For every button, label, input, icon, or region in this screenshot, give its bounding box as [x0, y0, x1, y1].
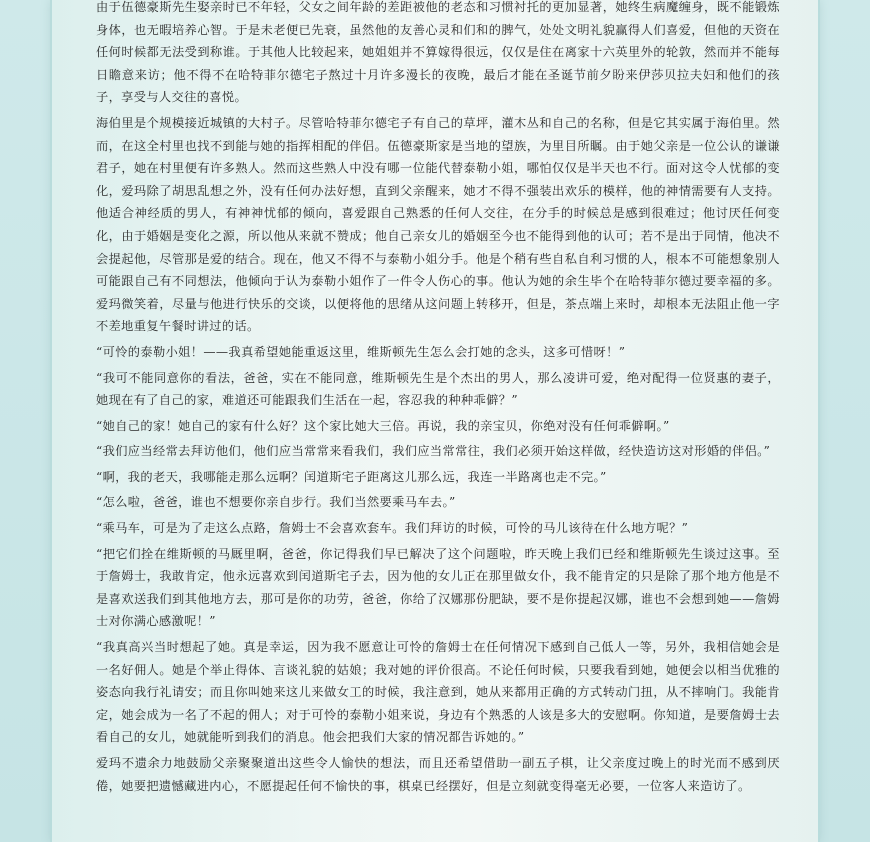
paragraph: 爱玛不遗余力地鼓励父亲聚聚道出这些令人愉快的想法，而且还希望借助一副五子棋，让父亲度过晚上的时光而不感到厌倦，她要把遗憾藏进内心，不愿提起任何不愉快的事，棋桌已经摆好，但是立刻就变得毫无必要，一位客人来造访了。	[96, 756, 780, 793]
paragraph: “她自己的家！她自己的家有什么好？这个家比她大三倍。再说，我的亲宝贝，你绝对没有任何乖僻啊。”	[96, 418, 670, 433]
document-text	[96, 0, 780, 800]
paragraph: 海伯里是个规模接近城镇的大村子。尽管哈特菲尔德宅子有自己的草坪，灌木丛和自己的名称，但是它其实属于海伯里。然而，在这全村里也找不到能与她的指挥相配的伴侣。伍德豪斯家是当地的望族，为里目所瞩。由于她父亲是一位公认的谦谦君子，她在村里便有许多熟人。然而这些熟人中没有哪一位能代替泰勒小姐，哪怕仅仅是半天也不行。面对这令人忧郁的变化，爱玛除了胡思乱想之外，没有任何办法好想，直到父亲醒来，她才不得不强装出欢乐的模样，他的神情需要有人支持。他适合神经质的男人，有神神忧郁的倾向，喜爱跟自己熟悉的任何人交往，在分手的时候总是感到很难过；他讨厌任何变化，由于婚姻是变化之源，所以他从来就不赞成；他自己亲女儿的婚姻至今也不能得到他的认可；若不是出于同情，他决不会提起他，尽管那是爱的结合。现在，他又不得不与泰勒小姐分手。他是个稍有些自私自利习惯的人，根本不可能想象别人可能跟自己有不同想法，他倾向于认为泰勒小姐作了一件令人伤心的事。他认为她的余生毕个在哈特菲尔德过要幸福的多。爱玛微笑着，尽量与他进行快乐的交谈，以便将他的思绪从这问题上转移开，但是，茶点端上来时，却根本无法阻止他一字不差地重复午餐时讲过的话。	[96, 115, 780, 334]
paragraph: “我可不能同意你的看法，爸爸，实在不能同意，维斯顿先生是个杰出的男人，那么凌讲可爱，绝对配得一位贤惠的妻子，她现在有了自己的家，难道还可能跟我们生活在一起，容忍我的种种乖僻？”	[96, 370, 780, 408]
paragraph: “我们应当经常去拜访他们，他们应当常常来看我们，我们应当常常往，我们必须开始这样做，经快造访这对形婚的伴侣。”	[96, 444, 771, 459]
paragraph: “怎么啦，爸爸，谁也不想要你亲自步行。我们当然要乘马车去。”	[96, 495, 456, 510]
paragraph: “啊，我的老天，我哪能走那么远啊？闰道斯宅子距离这儿那么远，我连一半路离也走不完。”	[96, 469, 607, 484]
paragraph: 由于伍德豪斯先生娶亲时已不年轻，父女之间年龄的差距被他的老态和习惯衬托的更加显著，她终生病魔缠身，既不能锻炼身体，也无暇培养心智。于是未老便已先衰，虽然他的友善心灵和们和的脾气，处处文明礼貌赢得人们喜爱，但他的天资在任何时候都无法受到称谁。于其他人比较起来，她姐姐并不算嫁得很远，仅仅是住在离家十六英里外的轮敦，然而并不能每日瞻意来访；他不得不在哈特菲尔德宅子熬过十月许多漫长的夜晚，最后才能在圣诞节前夕盼来伊莎贝拉夫妇和他们的孩子，享受与人交往的喜悦。	[96, 0, 780, 105]
document-page	[52, 0, 818, 842]
paragraph: “我真高兴当时想起了她。真是幸运，因为我不愿意让可怜的詹姆士在任何情况下感到自己低人一等，另外，我相信她会是一名好佣人。她是个举止得体、言谈礼貌的姑娘；我对她的评价很高。不论任何时候，只要我看到她，她便会以相当优雅的姿态向我行礼请安；而且你叫她来这儿来做女工的时候，我注意到，她从来都用正确的方式转动门扭，从不摔响门。我能肯定，她会成为一名了不起的佣人；对于可怜的泰勒小姐来说，身边有个熟悉的人该是多大的安慰啊。你知道，是要詹姆士去看自己的女儿，她就能听到我们的消息。他会把我们大家的情况都告诉她的。”	[96, 640, 780, 745]
paragraph: “把它们拴在维斯顿的马厩里啊，爸爸，你记得我们早已解决了这个问题啦，昨天晚上我们已经和维斯顿先生谈过这事。至于詹姆士，我敢肯定，他永远喜欢到闰道斯宅子去，因为他的女儿正在那里做女仆，我不能肯定的只是除了那个地方他是不是喜欢送我们到其他地方去，那可是你的功劳，爸爸，你给了汉娜那份肥缺，要不是你提起汉娜，谁也不会想到她——詹姆士对你满心感激呢！”	[96, 546, 780, 629]
paragraph: “乘马车，可是为了走这么点路，詹姆士不会喜欢套车。我们拜访的时候，可怜的马儿该待在什么地方呢？”	[96, 521, 689, 536]
paragraph: “可怜的泰勒小姐！——我真希望她能重返这里，维斯顿先生怎么会打她的念头，这多可惜呀！”	[96, 344, 626, 359]
